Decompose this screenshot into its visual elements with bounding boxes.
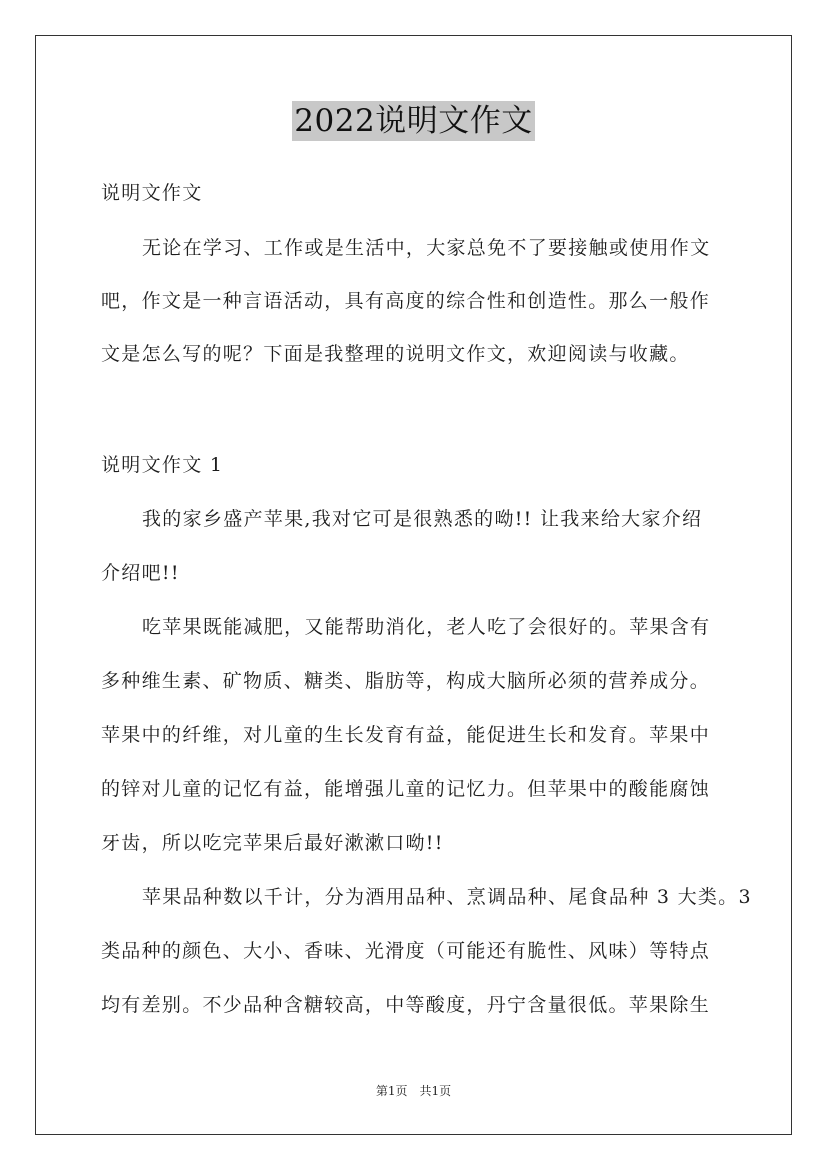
section-heading: 说明文作文 1	[101, 454, 224, 476]
para2-line-2: 多种维生素、矿物质、糖类、脂肪等，构成大脑所必须的营养成分。	[101, 670, 711, 692]
intro-line-1: 无论在学习、工作或是生活中，大家总免不了要接触或使用作文	[142, 237, 711, 259]
document-title: 2022说明文作文	[294, 103, 533, 139]
para1-line-2: 介绍吧!!	[101, 562, 180, 584]
subtitle: 说明文作文	[101, 182, 203, 204]
para1-line-1: 我的家乡盛产苹果,我对它可是很熟悉的呦!! 让我来给大家介绍	[142, 508, 703, 530]
para2-line-3: 苹果中的纤维，对儿童的生长发育有益，能促进生长和发育。苹果中	[101, 724, 711, 746]
para2-line-5: 牙齿，所以吃完苹果后最好漱漱口呦!!	[101, 832, 444, 854]
title-container	[0, 101, 827, 141]
page-footer: 第1页 共1页	[375, 1084, 452, 1098]
para3-line-1: 苹果品种数以千计，分为酒用品种、烹调品种、尾食品种 3 大类。3	[142, 886, 752, 908]
para3-line-3: 均有差别。不少品种含糖较高，中等酸度，丹宁含量很低。苹果除生	[101, 994, 711, 1016]
para2-line-4: 的锌对儿童的记忆有益，能增强儿童的记忆力。但苹果中的酸能腐蚀	[101, 778, 711, 800]
para2-line-1: 吃苹果既能减肥，又能帮助消化，老人吃了会很好的。苹果含有	[142, 616, 711, 638]
intro-line-2: 吧，作文是一种言语活动，具有高度的综合性和创造性。那么一般作	[101, 290, 711, 312]
intro-line-3: 文是怎么写的呢？下面是我整理的说明文作文，欢迎阅读与收藏。	[101, 343, 690, 365]
para3-line-2: 类品种的颜色、大小、香味、光滑度（可能还有脆性、风味）等特点	[101, 940, 711, 962]
